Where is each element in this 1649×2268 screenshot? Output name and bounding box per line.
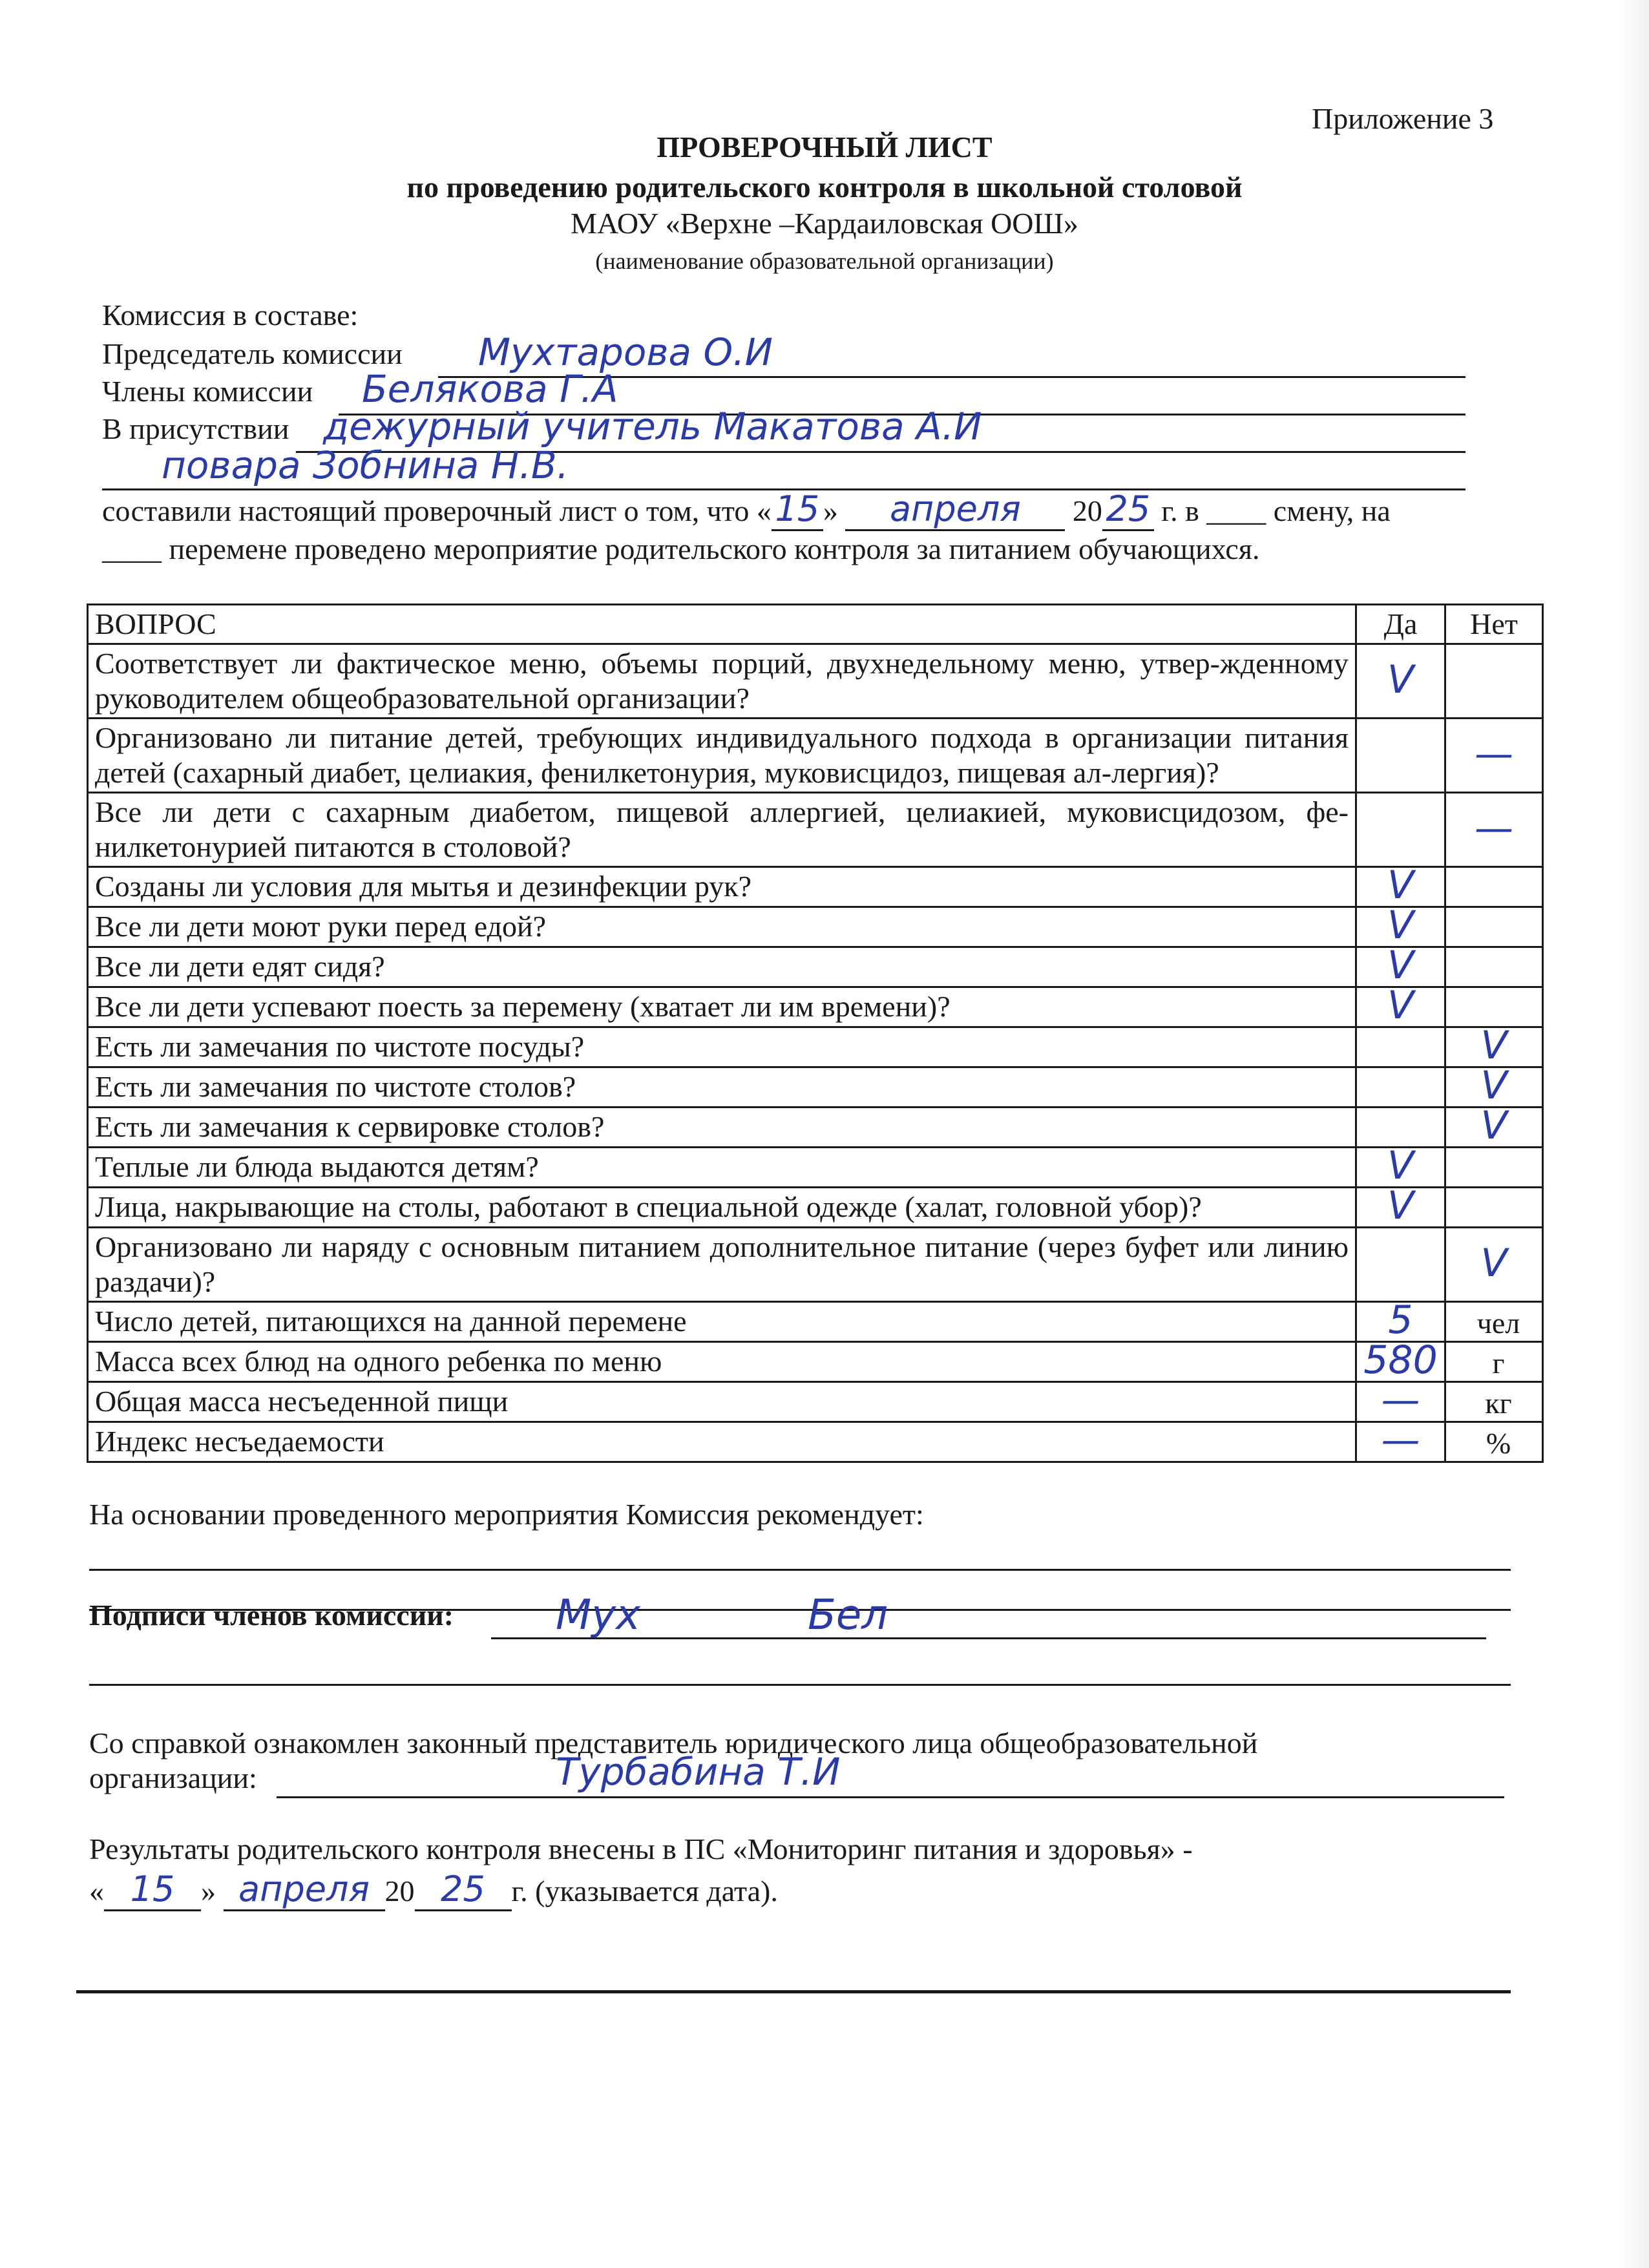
table-row bbox=[88, 1188, 1543, 1228]
answer-yes-mark: V bbox=[1387, 903, 1414, 948]
document-title: ПРОВЕРОЧНЫЙ ЛИСТ bbox=[656, 131, 993, 163]
presence-handwritten: дежурный учитель Макатова А.И bbox=[323, 404, 982, 448]
representative-line-1: Со справкой ознакомлен законный представитель юридического лица общеобразовательной bbox=[89, 1727, 1258, 1759]
scan-edge-shadow bbox=[1617, 0, 1649, 2268]
question-cell: Все ли дети успевают поесть за перемену (хватает ли им времени)? bbox=[88, 987, 1356, 1027]
answer-no-cell bbox=[1445, 867, 1543, 907]
answer-yes-cell bbox=[1356, 719, 1445, 793]
compiled-statement bbox=[102, 490, 1391, 531]
signatures-underline bbox=[491, 1637, 1486, 1639]
answer-yes-cell bbox=[1356, 1027, 1445, 1067]
bottom-rule bbox=[76, 1990, 1511, 1993]
answer-yes-cell bbox=[1356, 1108, 1445, 1148]
header-question: ВОПРОС bbox=[88, 605, 1356, 644]
answer-no-cell bbox=[1445, 947, 1543, 987]
compiled-month: апреля bbox=[889, 488, 1021, 529]
table-row bbox=[88, 907, 1543, 947]
answer-yes-mark: V bbox=[1387, 943, 1414, 988]
answer-no-mark: — bbox=[1475, 805, 1513, 851]
answer-yes-mark: V bbox=[1387, 983, 1414, 1028]
presence-handwritten-2: повара Зобнина Н.В. bbox=[162, 443, 569, 487]
answer-yes-cell bbox=[1356, 1183, 1445, 1228]
compiled-year: 25 bbox=[1106, 488, 1151, 529]
compiled-text-a: составили настоящий проверочный лист о том, что « bbox=[102, 494, 772, 527]
metric-question-cell: Масса всех блюд на одного ребенка по меню bbox=[88, 1342, 1356, 1382]
answer-yes-cell bbox=[1356, 1143, 1445, 1188]
results-day: 15 bbox=[130, 1869, 175, 1909]
question-cell: Организовано ли наряду с основным питанием дополнительное питание (через буфет или линию раздачи)? bbox=[88, 1228, 1356, 1302]
table-row bbox=[88, 793, 1543, 867]
table-row bbox=[88, 1228, 1543, 1302]
results-month-slot bbox=[224, 1870, 385, 1911]
compiled-year-prefix: 20 bbox=[1072, 494, 1102, 527]
question-cell: Все ли дети едят сидя? bbox=[88, 947, 1356, 987]
answer-no-cell bbox=[1445, 793, 1543, 867]
metric-value-cell bbox=[1356, 1338, 1445, 1383]
question-cell: Есть ли замечания к сервировке столов? bbox=[88, 1108, 1356, 1148]
answer-no-cell bbox=[1445, 1188, 1543, 1228]
answer-no-cell bbox=[1445, 1228, 1543, 1302]
compiled-text-b: » bbox=[823, 494, 838, 527]
presence-label: В присутствии bbox=[102, 412, 289, 445]
signatures-label: Подписи членов комиссии: bbox=[89, 1599, 454, 1632]
table-row bbox=[88, 1027, 1543, 1067]
organization-hint: (наименование образовательной организации) bbox=[595, 248, 1054, 274]
metric-value-cell bbox=[1356, 1418, 1445, 1463]
representative-handwritten: Турбабина Т.И bbox=[556, 1750, 841, 1794]
answer-yes-cell bbox=[1356, 863, 1445, 908]
compiled-day-slot bbox=[772, 490, 823, 531]
results-date-line bbox=[89, 1870, 778, 1911]
answer-yes-mark: V bbox=[1387, 656, 1414, 702]
members-label: Члены комиссии bbox=[102, 375, 313, 408]
metric-unit: кг bbox=[1445, 1382, 1543, 1422]
metric-value-cell bbox=[1356, 1297, 1445, 1343]
results-tail: г. (указывается дата). bbox=[511, 1874, 778, 1907]
metric-value-cell bbox=[1356, 1378, 1445, 1423]
metric-value: 5 bbox=[1388, 1297, 1413, 1343]
answer-yes-mark: V bbox=[1387, 1143, 1414, 1188]
signatures-line-2 bbox=[89, 1684, 1511, 1686]
metric-question-cell: Число детей, питающихся на данной перемене bbox=[88, 1302, 1356, 1342]
answer-no-mark: V bbox=[1480, 1063, 1507, 1108]
results-year-prefix: 20 bbox=[384, 1874, 415, 1907]
answer-no-mark: V bbox=[1480, 1103, 1507, 1148]
answer-no-cell bbox=[1445, 987, 1543, 1027]
answer-no-mark: V bbox=[1480, 1240, 1507, 1286]
table-row bbox=[88, 987, 1543, 1027]
metric-value: — bbox=[1381, 1378, 1420, 1423]
question-cell: Все ли дети с сахарным диабетом, пищевой аллергией, целиакией, муковисцидозом, фе-нилкетонурией питаются в столовой? bbox=[88, 793, 1356, 867]
metric-row bbox=[88, 1302, 1543, 1342]
answer-no-cell bbox=[1445, 1023, 1543, 1068]
results-year: 25 bbox=[441, 1869, 485, 1909]
results-day-slot bbox=[104, 1870, 201, 1911]
recommend-line-1 bbox=[89, 1569, 1511, 1571]
results-year-slot bbox=[415, 1870, 512, 1911]
answer-yes-cell bbox=[1356, 983, 1445, 1028]
checklist-body bbox=[88, 605, 1543, 1462]
signature-2: Бел bbox=[808, 1591, 888, 1639]
table-row bbox=[88, 867, 1543, 907]
question-cell: Есть ли замечания по чистоте столов? bbox=[88, 1067, 1356, 1108]
question-cell: Организовано ли питание детей, требующих индивидуального подхода в организации питания детей (сахарный диабет, целиакия, фенилкетонурия, муковисцидоз, пищевая ал-лергия)? bbox=[88, 719, 1356, 793]
table-header-row bbox=[88, 605, 1543, 644]
metric-question-cell: Индекс несъедаемости bbox=[88, 1422, 1356, 1462]
signature-1: Мух bbox=[556, 1591, 640, 1639]
metric-row bbox=[88, 1342, 1543, 1382]
compiled-day: 15 bbox=[775, 488, 820, 529]
header-yes: Да bbox=[1356, 605, 1445, 644]
compiled-year-slot bbox=[1102, 490, 1154, 531]
table-row bbox=[88, 1148, 1543, 1188]
table-row bbox=[88, 1108, 1543, 1148]
answer-no-mark: — bbox=[1475, 731, 1513, 777]
answer-no-cell bbox=[1445, 644, 1543, 719]
results-month: апреля bbox=[238, 1869, 370, 1909]
compiled-month-slot bbox=[845, 490, 1065, 531]
results-close-quote: » bbox=[201, 1874, 216, 1907]
question-cell: Созданы ли условия для мытья и дезинфекции рук? bbox=[88, 867, 1356, 907]
chair-label: Председатель комиссии bbox=[102, 337, 403, 370]
answer-yes-cell bbox=[1356, 644, 1445, 719]
answer-yes-mark: V bbox=[1387, 863, 1414, 908]
appendix-label: Приложение 3 bbox=[1312, 102, 1494, 135]
commission-label: Комиссия в составе: bbox=[102, 299, 359, 331]
checklist-table bbox=[87, 604, 1544, 1463]
metric-question-cell: Общая масса несъеденной пищи bbox=[88, 1382, 1356, 1422]
recommend-label: На основании проведенного мероприятия Комиссия рекомендует: bbox=[89, 1498, 924, 1531]
table-row bbox=[88, 947, 1543, 987]
representative-label: организации: bbox=[89, 1761, 257, 1794]
compiled-text-d: ____ перемене проведено мероприятие родительского контроля за питанием обучающихся. bbox=[102, 532, 1260, 565]
table-row bbox=[88, 719, 1543, 793]
members-handwritten: Белякова Г.А bbox=[362, 367, 618, 411]
table-row bbox=[88, 1067, 1543, 1108]
results-line-1: Результаты родительского контроля внесены в ПС «Мониторинг питания и здоровья» - bbox=[89, 1832, 1193, 1865]
question-cell: Лица, накрывающие на столы, работают в специальной одежде (халат, головной убор)? bbox=[88, 1188, 1356, 1228]
question-cell: Все ли дети моют руки перед едой? bbox=[88, 907, 1356, 947]
organization-name: МАОУ «Верхне –Кардаиловская ООШ» bbox=[571, 207, 1078, 240]
question-cell: Теплые ли блюда выдаются детям? bbox=[88, 1148, 1356, 1188]
answer-no-cell bbox=[1445, 1148, 1543, 1188]
answer-yes-cell bbox=[1356, 1067, 1445, 1108]
answer-no-cell bbox=[1445, 907, 1543, 947]
metric-unit: % bbox=[1445, 1422, 1543, 1462]
metric-value: — bbox=[1381, 1418, 1420, 1463]
results-open-quote: « bbox=[89, 1874, 104, 1907]
representative-underline bbox=[277, 1796, 1504, 1798]
answer-yes-cell bbox=[1356, 1228, 1445, 1302]
answer-no-cell bbox=[1445, 1103, 1543, 1148]
question-cell: Соответствует ли фактическое меню, объемы порций, двухнедельному меню, утвер-жденному руководителем общеобразовательной организации? bbox=[88, 644, 1356, 719]
answer-yes-cell bbox=[1356, 943, 1445, 988]
metric-unit: чел bbox=[1445, 1302, 1543, 1342]
answer-no-mark: V bbox=[1480, 1023, 1507, 1068]
metric-value: 580 bbox=[1363, 1338, 1438, 1383]
answer-yes-cell bbox=[1356, 903, 1445, 948]
metric-row bbox=[88, 1382, 1543, 1422]
answer-yes-mark: V bbox=[1387, 1183, 1414, 1228]
document-subtitle: по проведению родительского контроля в школьной столовой bbox=[406, 171, 1243, 204]
chair-handwritten: Мухтарова О.И bbox=[478, 330, 773, 374]
header-no: Нет bbox=[1445, 605, 1543, 644]
metric-unit: г bbox=[1445, 1342, 1543, 1382]
metric-row bbox=[88, 1422, 1543, 1462]
answer-yes-cell bbox=[1356, 793, 1445, 867]
answer-no-cell bbox=[1445, 719, 1543, 793]
answer-no-cell bbox=[1445, 1063, 1543, 1108]
table-row bbox=[88, 644, 1543, 719]
compiled-text-c: г. в ____ смену, на bbox=[1161, 494, 1391, 527]
question-cell: Есть ли замечания по чистоте посуды? bbox=[88, 1027, 1356, 1067]
